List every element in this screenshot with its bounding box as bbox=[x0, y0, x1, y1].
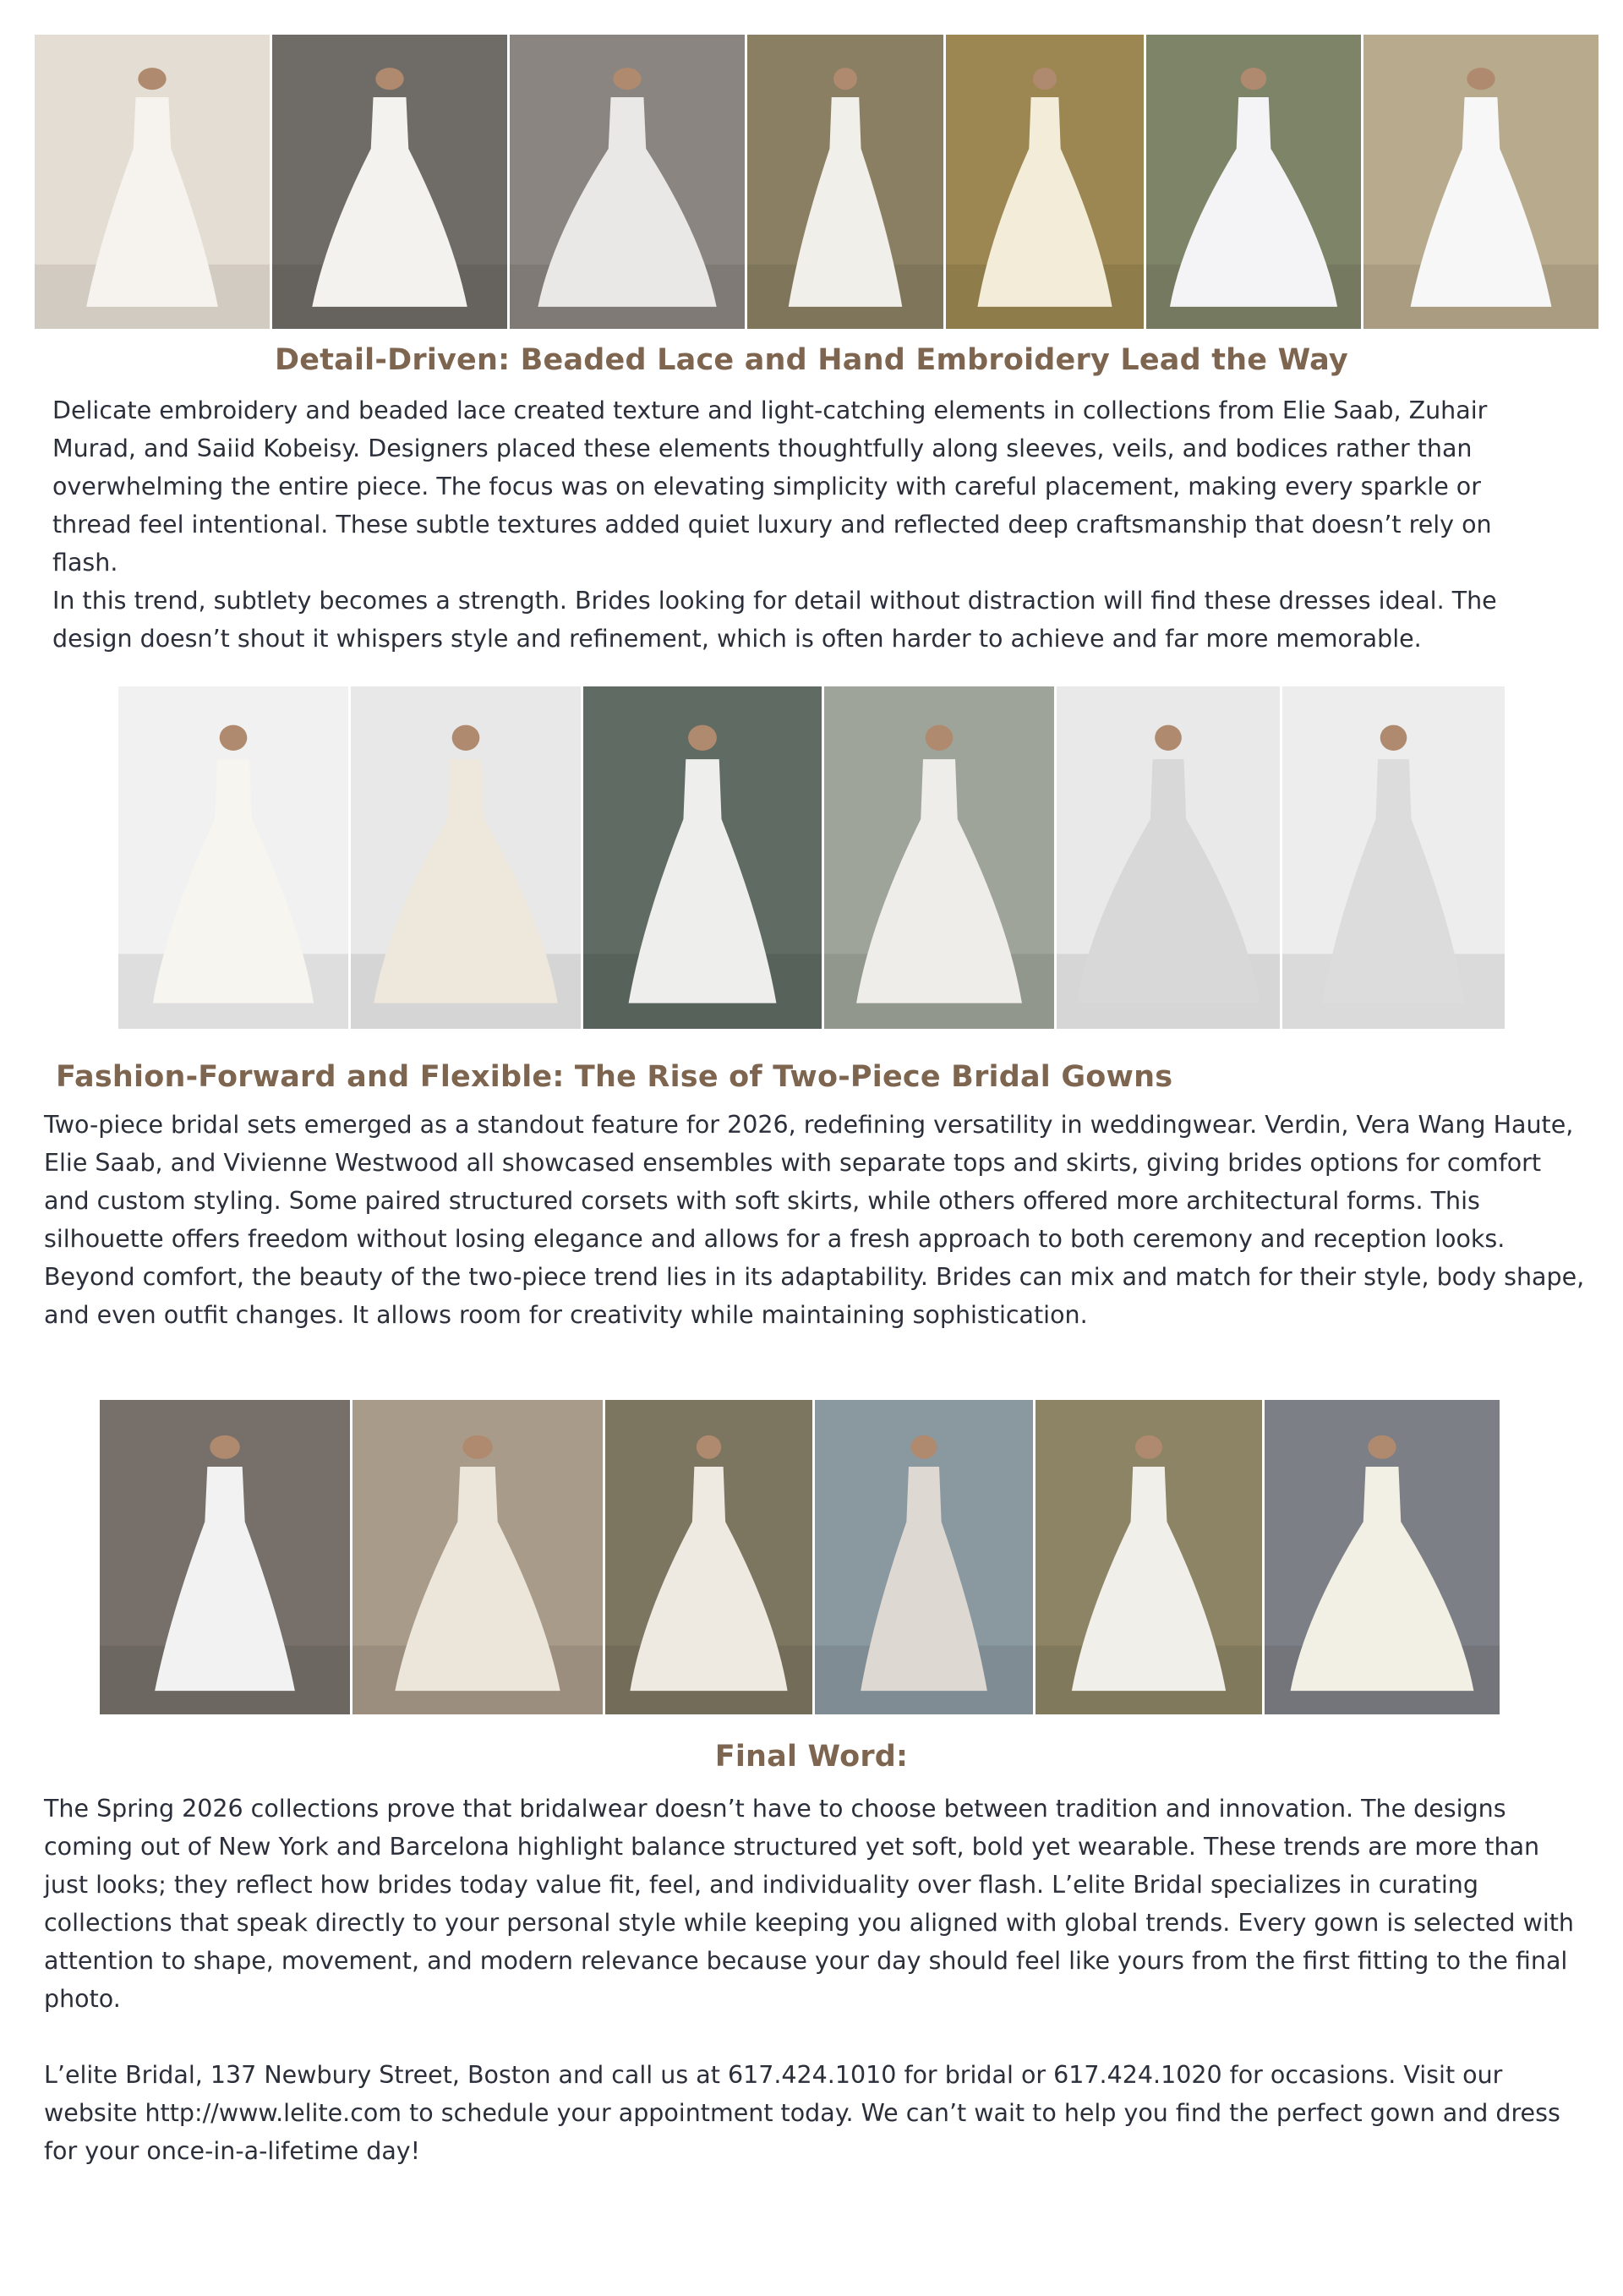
model-head bbox=[1467, 68, 1495, 90]
photo-strip-top bbox=[35, 35, 1598, 329]
model-head bbox=[833, 68, 857, 90]
gown-photo bbox=[1036, 1400, 1262, 1714]
photo-strip-bottom bbox=[100, 1400, 1520, 1714]
paragraph: Two-piece bridal sets emerged as a standout feature for 2026, redefining versatility in weddingwear. Verdin, Vera Wang Haute, Elie Saab, and Vivienne Westwood all showcased ensembles with separate tops and skirts, giving brides options for comfort and custom styling. Some paired structured corsets with soft skirts, while others offered more architectural forms. This silhouette offers freedom without losing elegance and allows for a fresh approach to both ceremony and reception looks. bbox=[44, 1111, 1574, 1253]
gown-illustration bbox=[946, 35, 1144, 329]
model-head bbox=[1033, 68, 1057, 90]
section-body bbox=[52, 391, 1557, 658]
gown-photo bbox=[815, 1400, 1033, 1714]
gown-photo bbox=[1282, 686, 1505, 1029]
section-heading: Fashion-Forward and Flexible: The Rise of Two-Piece Bridal Gowns bbox=[56, 1060, 1173, 1094]
section-heading: Final Word: bbox=[714, 1740, 909, 1774]
gown-photo bbox=[605, 1400, 812, 1714]
gown-illustration bbox=[118, 686, 348, 1029]
model-head bbox=[926, 725, 954, 751]
gown-illustration bbox=[1265, 1400, 1500, 1714]
gown-photo bbox=[1265, 1400, 1500, 1714]
model-head bbox=[220, 725, 248, 751]
paragraph: The Spring 2026 collections prove that bridalwear doesn’t have to choose between tradition and innovation. The designs coming out of New York and Barcelona highlight balance structured yet soft, bold yet wearable. These trends are more than just looks; they reflect how brides today value fit, feel, and individuality over flash. L’elite Bridal specializes in curating collections that speak directly to your personal style while keeping you aligned with global trends. Every gown is selected with attention to shape, movement, and modern relevance because your day should feel like yours from the first fitting to the final photo. bbox=[44, 1795, 1574, 2013]
contact-paragraph: L’elite Bridal, 137 Newbury Street, Boston and call us at 617.424.1010 for bridal or 617.424.1020 for occasions. Visit our website http://www.lelite.com to schedule your appointment today. We can’t wait to help you find the perfect gown and dress for your once-in-a-lifetime day! bbox=[44, 2061, 1560, 2165]
gown-illustration bbox=[583, 686, 822, 1029]
gown-photo bbox=[510, 35, 745, 329]
gown-illustration bbox=[1057, 686, 1280, 1029]
model-head bbox=[1155, 725, 1182, 751]
gown-illustration bbox=[351, 686, 581, 1029]
gown-photo bbox=[272, 35, 507, 329]
gown-photo bbox=[1363, 35, 1598, 329]
paragraph: In this trend, subtlety becomes a strength. Brides looking for detail without distraction will find these dresses ideal. The design doesn’t shout it whispers style and refinement, which is often harder to achieve and far more memorable. bbox=[52, 587, 1497, 653]
section-heading: Detail-Driven: Beaded Lace and Hand Embroidery Lead the Way bbox=[275, 343, 1348, 377]
gown-photo bbox=[946, 35, 1144, 329]
model-head bbox=[452, 725, 480, 751]
gown-illustration bbox=[815, 1400, 1033, 1714]
gown-illustration bbox=[1363, 35, 1598, 329]
model-head bbox=[697, 1435, 721, 1459]
gown-photo bbox=[351, 686, 581, 1029]
model-head bbox=[462, 1435, 493, 1459]
model-head bbox=[375, 68, 403, 90]
paragraph: Beyond comfort, the beauty of the two-piece trend lies in its adaptability. Brides can mix and match for their style, body shape, and even outfit changes. It allows room for creativity while maintaining sophistication. bbox=[44, 1263, 1585, 1329]
gown-photo bbox=[100, 1400, 350, 1714]
model-head bbox=[210, 1435, 240, 1459]
gown-photo bbox=[352, 1400, 603, 1714]
model-head bbox=[1380, 725, 1407, 751]
gown-illustration bbox=[272, 35, 507, 329]
gown-illustration bbox=[1036, 1400, 1262, 1714]
gown-illustration bbox=[605, 1400, 812, 1714]
gown-photo bbox=[1057, 686, 1280, 1029]
model-head bbox=[138, 68, 166, 90]
paragraph: Delicate embroidery and beaded lace created texture and light-catching elements in collections from Elie Saab, Zuhair Murad, and Saiid Kobeisy. Designers placed these elements thoughtfully along sleeves, veils, and bodices rather than overwhelming the entire piece. The focus was on elevating simplicity with careful placement, making every sparkle or thread feel intentional. These subtle textures added quiet luxury and reflected deep craftsmanship that doesn’t rely on flash. bbox=[52, 396, 1492, 577]
gown-photo bbox=[118, 686, 348, 1029]
gown-illustration bbox=[100, 1400, 350, 1714]
model-head bbox=[613, 68, 641, 90]
gown-photo bbox=[35, 35, 270, 329]
model-head bbox=[911, 1435, 937, 1459]
model-head bbox=[1241, 68, 1266, 90]
section-body bbox=[44, 1790, 1591, 2170]
spacer bbox=[44, 2018, 1591, 2056]
gown-illustration bbox=[824, 686, 1054, 1029]
photo-strip-middle bbox=[118, 686, 1505, 1029]
gown-illustration bbox=[510, 35, 745, 329]
gown-photo bbox=[583, 686, 822, 1029]
gown-photo bbox=[824, 686, 1054, 1029]
model-head bbox=[1135, 1435, 1162, 1459]
gown-photo bbox=[747, 35, 943, 329]
gown-illustration bbox=[1146, 35, 1361, 329]
gown-illustration bbox=[352, 1400, 603, 1714]
gown-illustration bbox=[747, 35, 943, 329]
model-head bbox=[688, 725, 717, 751]
gown-illustration bbox=[35, 35, 270, 329]
model-head bbox=[1368, 1435, 1396, 1459]
gown-photo bbox=[1146, 35, 1361, 329]
section-body bbox=[44, 1106, 1587, 1334]
gown-illustration bbox=[1282, 686, 1505, 1029]
